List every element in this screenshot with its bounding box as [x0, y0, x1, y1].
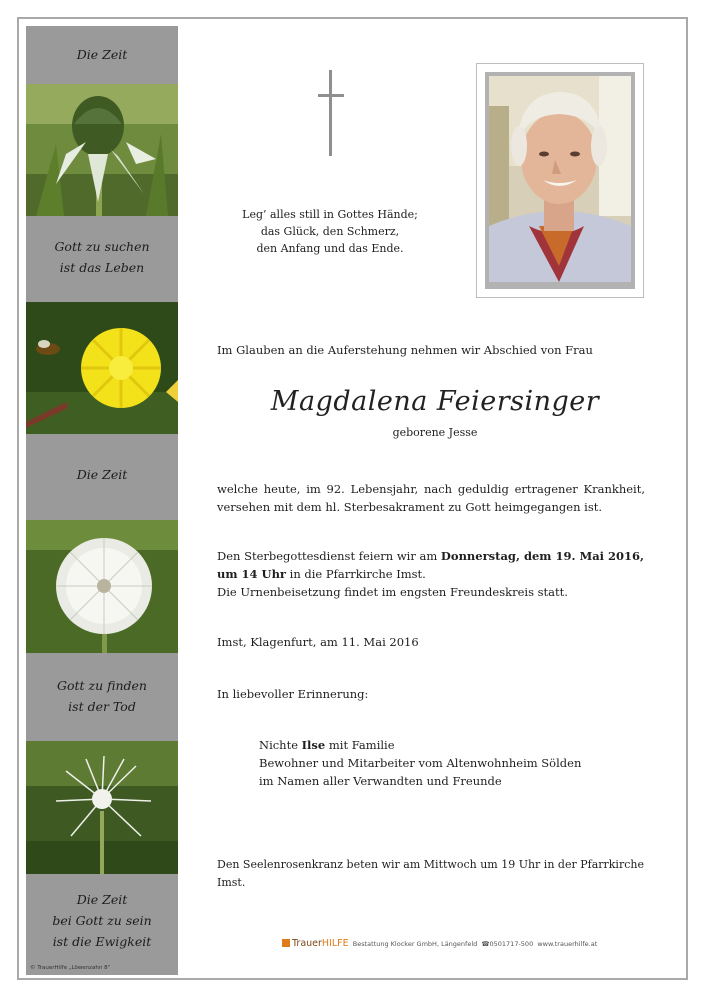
sidebar-text-4b: ist der Tod — [68, 699, 136, 714]
company-website[interactable]: www.trauerhilfe.at — [537, 940, 598, 948]
mourner-1 — [259, 736, 639, 754]
service-text-post: in die Pfarrkirche Imst. — [286, 567, 426, 581]
death-text: welche heute, im 92. Lebensjahr, nach geduldig ertragener Krankheit, versehen mit dem hl. Sterbesakrament zu Gott heimgegangen ist. — [217, 482, 645, 514]
sidebar-text-4a: Gott zu finden — [57, 678, 147, 693]
brand-name-a: Trauer — [292, 938, 322, 949]
mourner-1-name: Ilse — [301, 738, 326, 752]
brand-name-b: HILFE — [321, 938, 349, 949]
brand-name — [292, 938, 349, 949]
sidebar-block-4 — [26, 653, 178, 741]
sidebar-block-1 — [26, 26, 178, 84]
sidebar-text-5c: ist die Ewigkeit — [52, 934, 152, 949]
portrait-frame — [476, 63, 644, 298]
sidebar-text-5a: Die Zeit — [76, 892, 128, 907]
mourner-2: Bewohner und Mitarbeiter vom Altenwohnheim Sölden — [259, 756, 582, 770]
dandelion-blowing-photo — [26, 741, 178, 874]
poem-line-3: den Anfang und das Ende. — [256, 242, 404, 255]
sidebar-block-2 — [26, 216, 178, 302]
mourner-1-pre: Nichte — [259, 738, 302, 752]
cross-icon — [316, 70, 346, 158]
service-date: Donnerstag, dem 19. Mai 2016, um 14 Uhr — [217, 549, 645, 581]
sidebar-text-1a: Die Zeit — [76, 47, 128, 62]
poem-line-2: das Glück, den Schmerz, — [260, 225, 400, 238]
sidebar-block-5 — [26, 874, 178, 975]
portrait-mat — [485, 72, 635, 289]
intro-text: Im Glauben an die Auferstehung nehmen wir Abschied von Frau — [217, 343, 593, 357]
trauerhilfe-logo-icon — [282, 939, 290, 947]
dandelion-seedhead-photo — [26, 520, 178, 653]
dandelion-bud-photo — [26, 84, 178, 216]
maiden-name: geborene Jesse — [392, 426, 478, 439]
place-date: Imst, Klagenfurt, am 11. Mai 2016 — [217, 635, 419, 649]
company-phone: ☎0501717-500 — [481, 940, 534, 948]
sidebar-text-2b: ist das Leben — [59, 260, 145, 275]
deceased-name: Magdalena Feiersinger — [270, 386, 600, 417]
service-text-pre: Den Sterbegottesdienst feiern wir am — [217, 549, 441, 563]
sidebar-text-2a: Gott zu suchen — [54, 239, 150, 254]
dandelion-flower-photo — [26, 302, 178, 434]
service-text — [217, 547, 645, 601]
poem-line-1: Leg’ alles still in Gottes Hände; — [242, 208, 418, 221]
urn-text: Die Urnenbeisetzung findet im engsten Freundeskreis statt. — [217, 585, 568, 599]
mourners-list — [259, 736, 639, 790]
rosary-text: Den Seelenrosenkranz beten wir am Mittwoch um 19 Uhr in der Pfarrkirche Imst. — [217, 858, 644, 889]
copyright: © TrauerHilfe „Löwenzahn 8“ — [30, 965, 111, 971]
footer — [282, 938, 597, 949]
memory-text: In liebevoller Erinnerung: — [217, 687, 369, 701]
sidebar-text-5b: bei Gott zu sein — [52, 913, 152, 928]
mourner-1-post: mit Familie — [325, 738, 395, 752]
mourner-3: im Namen aller Verwandten und Freunde — [259, 774, 502, 788]
poem — [210, 206, 450, 257]
company-name: Bestattung Klocker GmbH, Längenfeld — [352, 940, 478, 948]
sidebar-text-3a: Die Zeit — [76, 467, 128, 482]
portrait-photo — [489, 76, 631, 282]
sidebar-block-3 — [26, 434, 178, 520]
